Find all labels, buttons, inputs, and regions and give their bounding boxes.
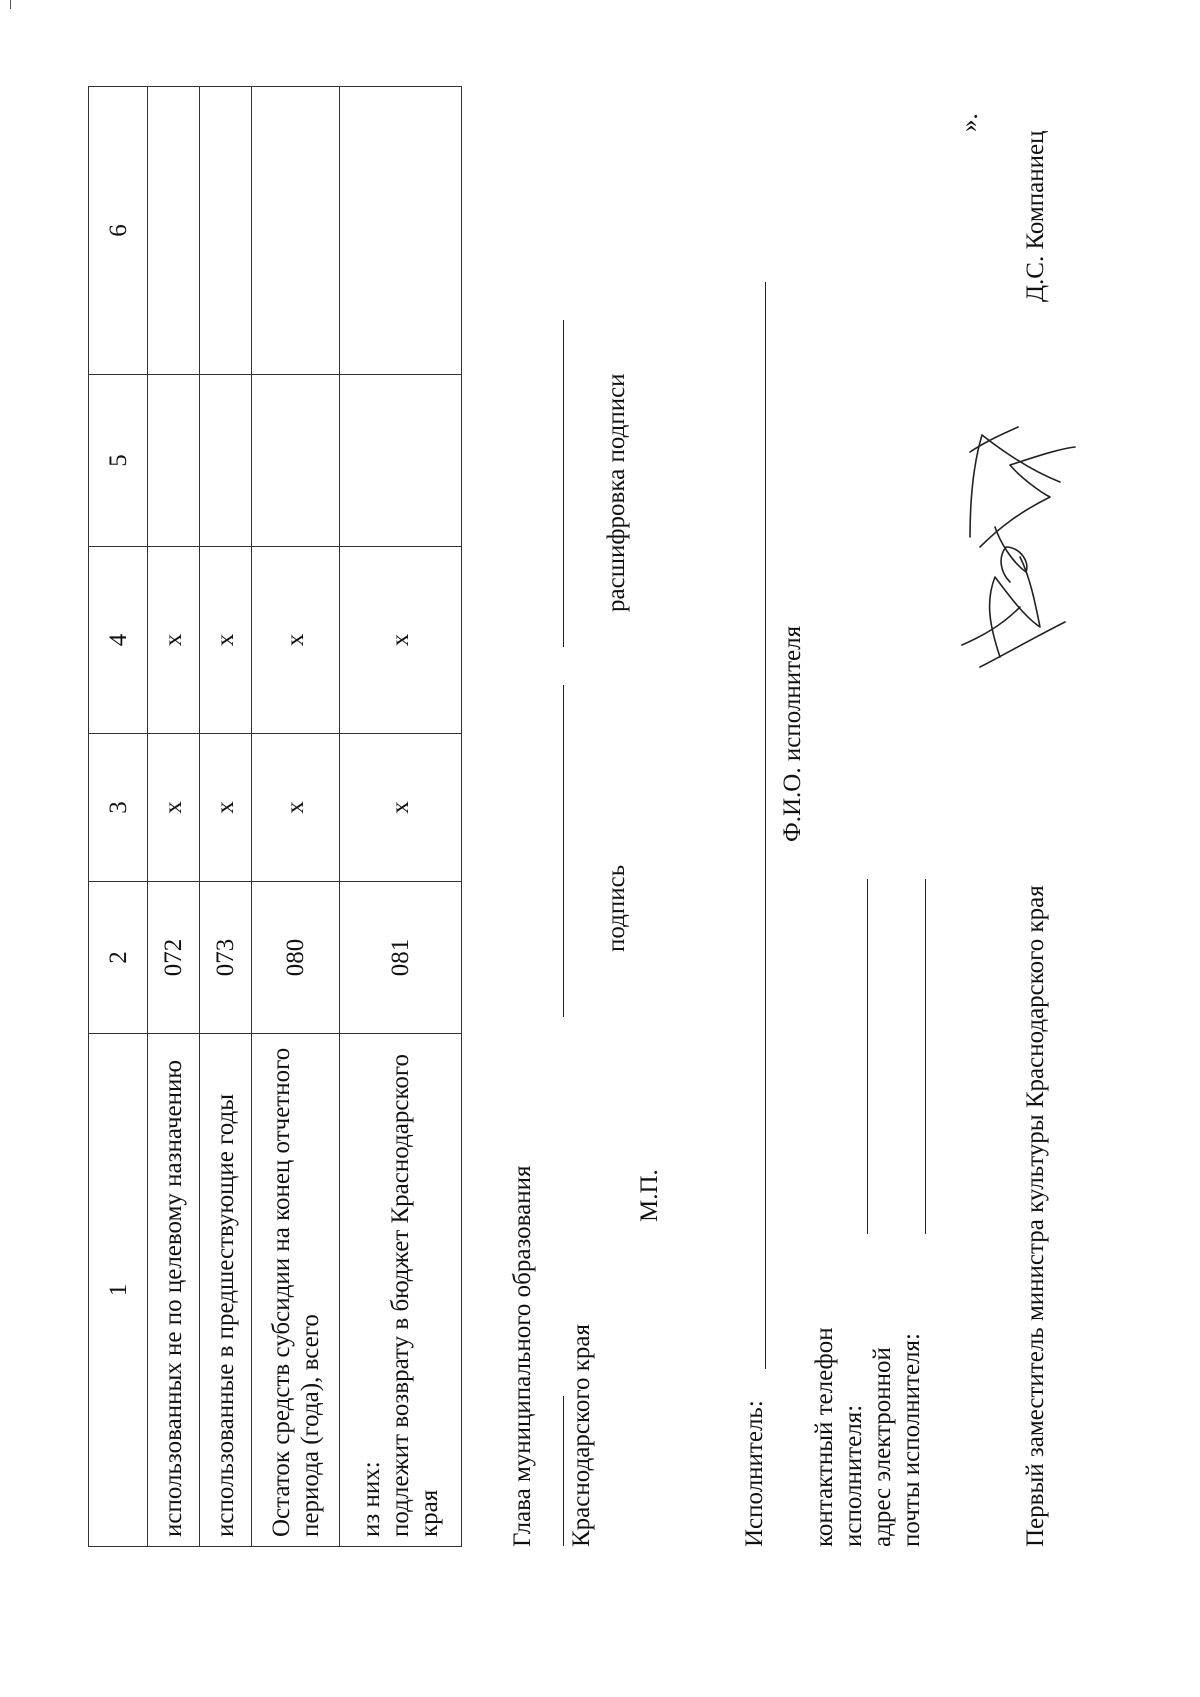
stamp-place: М.П.: [636, 1169, 663, 1222]
decoding-line: [563, 320, 564, 647]
report-table: [88, 86, 462, 1547]
phone-label: контактный телефон исполнителя:: [811, 1327, 867, 1547]
table-row: [148, 87, 200, 1547]
row-code: 073: [200, 882, 252, 1034]
scan-mark: [10, 0, 11, 9]
signature-caption: подпись: [603, 864, 630, 952]
table-row: [200, 87, 252, 1547]
email-label: адрес электронной почты исполнителя:: [869, 1333, 925, 1547]
cell-col6: [252, 87, 340, 375]
head-title-line2: Краснодарского края: [568, 1324, 595, 1547]
cell-col4: x: [252, 547, 340, 734]
closing-quote: ».: [956, 113, 983, 132]
cell-col4: x: [148, 547, 200, 734]
head-title-line1: Глава муниципального образования: [509, 1165, 536, 1547]
cell-col4: x: [340, 547, 462, 734]
cell-col6: [148, 87, 200, 375]
phone-line: [867, 879, 868, 1234]
header-cell: 3: [89, 734, 148, 882]
row-name: Остаток средств субсидии на конец отчетного периода (года), всего: [252, 1034, 340, 1547]
table-row: [340, 87, 462, 1547]
cell-col5: [252, 375, 340, 547]
header-cell: 2: [89, 882, 148, 1034]
cell-col3: x: [340, 734, 462, 882]
cell-col5: [148, 375, 200, 547]
executor-line: [765, 282, 766, 1369]
row-name: из них: подлежит возврату в бюджет Краснодарского края: [340, 1034, 462, 1547]
header-cell: 5: [89, 375, 148, 547]
cell-col5: [200, 375, 252, 547]
cell-col3: x: [200, 734, 252, 882]
header-cell: 1: [89, 1034, 148, 1547]
cell-col6: [200, 87, 252, 375]
header-cell: 6: [89, 87, 148, 375]
table-row: [252, 87, 340, 1547]
row-name: использованные в предшествующие годы: [200, 1034, 252, 1547]
email-line: [925, 879, 926, 1234]
cell-col5: [340, 375, 462, 547]
signature-line: [563, 685, 564, 1017]
official-title: Первый заместитель министра культуры Краснодарского края: [1022, 885, 1049, 1547]
row-code: 081: [340, 882, 462, 1034]
executor-caption: Ф.И.О. исполнителя: [779, 625, 806, 842]
decoding-caption: расшифровка подписи: [603, 373, 630, 612]
cell-col6: [340, 87, 462, 375]
header-cell: 4: [89, 547, 148, 734]
rule: [563, 1396, 564, 1546]
table-header-row: [89, 87, 148, 1547]
official-name: Д.С. Компаниец: [1022, 130, 1049, 302]
row-code: 080: [252, 882, 340, 1034]
cell-col4: x: [200, 547, 252, 734]
cell-col3: x: [148, 734, 200, 882]
executor-label: Исполнитель:: [741, 1400, 768, 1547]
row-code: 072: [148, 882, 200, 1034]
cell-col3: x: [252, 734, 340, 882]
row-name: использованных не по целевому назначению: [148, 1034, 200, 1547]
handwritten-signature: [940, 397, 1090, 697]
